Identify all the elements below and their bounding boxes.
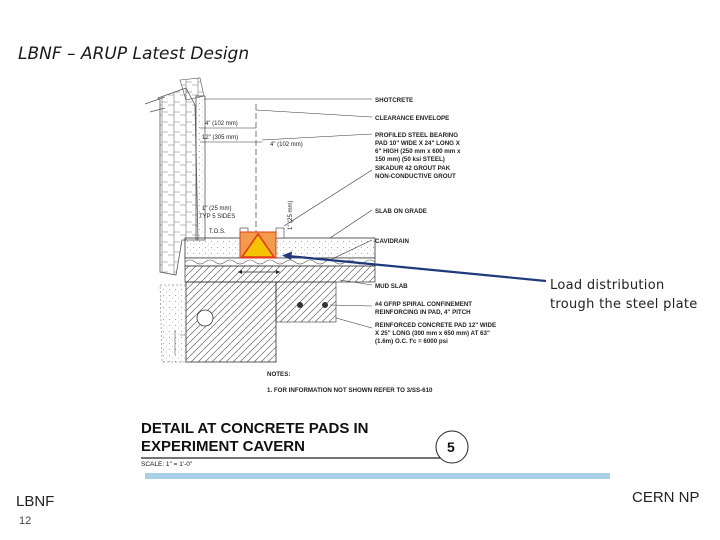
footer-right-label: CERN NP [632, 489, 700, 506]
detail-title-2: EXPERIMENT CAVERN [141, 438, 305, 455]
label-clearance: CLEARANCE ENVELOPE [375, 115, 450, 122]
label-pad-2: X 25" LONG (300 mm x 650 mm) AT 63" [375, 330, 490, 337]
dim-3: 4" (102 mm) [270, 142, 303, 148]
label-pad-3: (1.6m) O.C. f'c = 6000 psi [375, 338, 448, 345]
label-shotcrete: SHOTCRETE [375, 97, 414, 104]
page-number: 12 [19, 515, 32, 527]
rebar-circle [197, 310, 213, 326]
callout-line: trough the steel plate [550, 297, 698, 312]
dim-4: 1" (25 mm) [202, 206, 232, 212]
callout-line: Load distribution [550, 278, 665, 293]
callout-text [550, 276, 698, 314]
label-bearing-1: PROFILED STEEL BEARING [375, 132, 459, 139]
dim-1: 4" (102 mm) [205, 121, 238, 127]
label-spiral-2: REINFORCING IN PAD, 4" PITCH [375, 309, 471, 316]
notes-header: NOTES: [267, 371, 291, 378]
warning-triangle-icon [240, 232, 276, 258]
slide-title: LBNF – ARUP Latest Design [18, 44, 250, 64]
dim-5: TYP 5 SIDES [199, 214, 236, 220]
detail-title-1: DETAIL AT CONCRETE PADS IN [141, 420, 369, 437]
footer-left-label: LBNF [16, 493, 55, 510]
dim-2: 12" (305 mm) [202, 135, 239, 141]
label-grout-1: SIKADUR 42 GROUT PAK [375, 165, 451, 172]
label-bearing-4: 150 mm) (50 ksi STEEL) [375, 156, 445, 163]
label-pad-1: REINFORCED CONCRETE PAD 12" WIDE [375, 322, 497, 329]
label-slab: SLAB ON GRADE [375, 208, 427, 215]
mud-slab [185, 266, 375, 282]
label-grout-2: NON-CONDUCTIVE GROUT [375, 173, 456, 180]
detail-scale: SCALE: 1" = 1'-0" [141, 461, 193, 468]
dim-tos: T.O.S. [209, 229, 226, 235]
note-1: 1. FOR INFORMATION NOT SHOWN REFER TO 3/SS-610 [267, 387, 433, 394]
footer-bar [145, 473, 610, 479]
dim-6: 1" (25 mm) [288, 200, 294, 230]
label-spiral-1: #4 GFRP SPIRAL CONFINEMENT [375, 301, 473, 308]
label-bearing-3: 6" HIGH (250 mm x 600 mm x [375, 148, 461, 155]
slab-on-grade [185, 238, 375, 258]
detail-number: 5 [447, 439, 455, 455]
label-bearing-2: PAD 10" WIDE X 24" LONG X [375, 140, 460, 147]
label-mud-slab: MUD SLAB [375, 283, 408, 290]
label-cavidrain: CAVIDRAIN [375, 238, 409, 245]
